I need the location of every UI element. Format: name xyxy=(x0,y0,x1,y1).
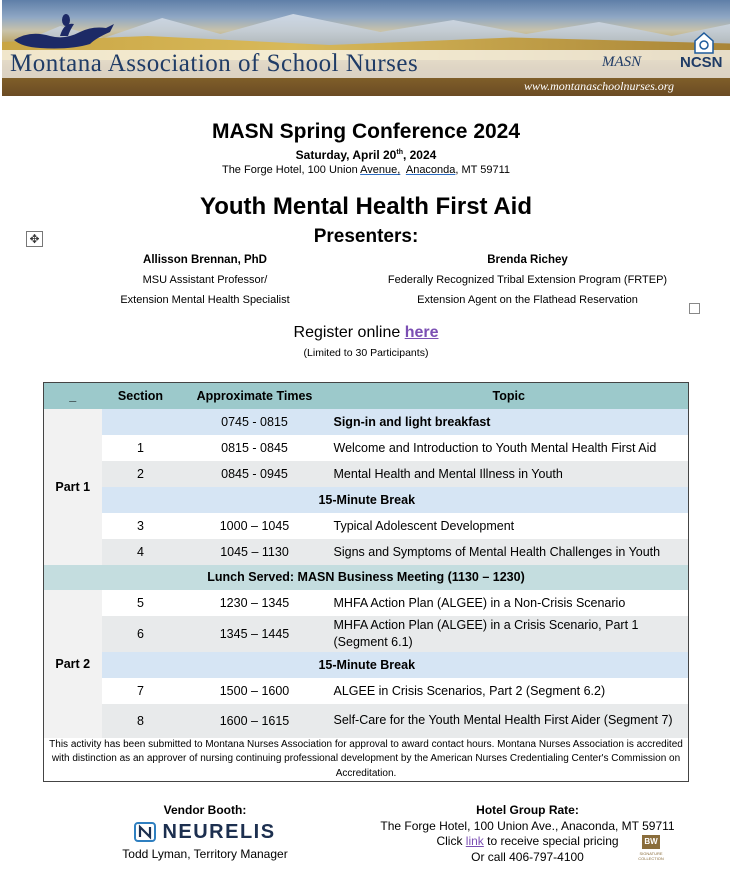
time-cell: 0745 - 0815 xyxy=(180,409,330,435)
bw-mark: BW xyxy=(642,835,660,849)
topic-cell: Mental Health and Mental Illness in Youth xyxy=(330,461,689,487)
hotel-heading: Hotel Group Rate: xyxy=(476,803,579,817)
topic-cell: MHFA Action Plan (ALGEE) in a Crisis Scenario, Part 1 (Segment 6.1) xyxy=(330,616,689,652)
hotel-address: The Forge Hotel, 100 Union Ave., Anaconda, MT 59711 xyxy=(380,818,675,833)
topic-cell: ALGEE in Crisis Scenarios, Part 2 (Segment 6.2) xyxy=(330,678,689,704)
presenter-name: Brenda Richey xyxy=(487,254,568,266)
section-cell: 2 xyxy=(102,461,180,487)
hotel-phone: Or call 406-797-4100 xyxy=(471,849,584,864)
conference-venue: The Forge Hotel, 100 Union Avenue, Anaconda, MT 59711 xyxy=(221,164,511,176)
conference-date: Saturday, April 20th, 2024 xyxy=(295,148,437,162)
time-cell: 0815 - 0845 xyxy=(180,435,330,461)
table-resize-handle[interactable] xyxy=(689,303,700,314)
course-title: Youth Mental Health First Aid xyxy=(199,193,532,220)
table-row xyxy=(44,409,689,435)
presenter-title: Federally Recognized Tribal Extension Program (FRTEP) xyxy=(387,274,668,286)
lunch-cell: Lunch Served: MASN Business Meeting (1130 – 1230) xyxy=(44,565,689,590)
section-cell: 3 xyxy=(102,513,180,539)
vendor-booth xyxy=(100,803,310,861)
part-label: Part 2 xyxy=(44,590,102,738)
masn-logo: MASN xyxy=(602,54,642,70)
section-cell: 8 xyxy=(102,704,180,738)
section-cell: 6 xyxy=(102,616,180,652)
header-cell: _ xyxy=(44,383,102,409)
section-cell: 4 xyxy=(102,539,180,565)
time-cell: 1600 – 1615 xyxy=(180,704,330,738)
register-line: Register online here xyxy=(293,324,439,341)
header-cell: Approximate Times xyxy=(180,383,330,409)
vendor-heading: Vendor Booth: xyxy=(163,803,247,817)
header-banner xyxy=(2,0,730,96)
table-move-handle-icon[interactable]: ✥ xyxy=(26,231,43,247)
neurelis-mark-icon xyxy=(134,822,156,842)
ncsn-logo: NCSN xyxy=(680,54,723,71)
time-cell: 1500 – 1600 xyxy=(180,678,330,704)
presenter-name: Allisson Brennan, PhD xyxy=(143,254,267,266)
table-row xyxy=(44,678,689,704)
hotel-click-line: Click link to receive special pricing xyxy=(436,834,619,848)
hotel-pricing-link[interactable]: link xyxy=(465,834,484,848)
topic-cell: Self-Care for the Youth Mental Health First Aider (Segment 7) xyxy=(330,704,689,738)
neurelis-logo xyxy=(100,821,310,843)
break-cell: 15-Minute Break xyxy=(102,487,689,513)
topic-cell: Welcome and Introduction to Youth Mental Health First Aid xyxy=(330,435,689,461)
break-row xyxy=(44,487,689,513)
presenter-title: MSU Assistant Professor/ xyxy=(142,274,268,286)
participant-limit: (Limited to 30 Participants) xyxy=(303,347,429,359)
section-cell: 5 xyxy=(102,590,180,616)
register-link[interactable]: here xyxy=(404,324,439,341)
table-row xyxy=(44,616,689,652)
accreditation-note: This activity has been submitted to Montana Nurses Association for approval to award contact hours. Montana Nurses Association is accredited with distinction as an approver of nursing continuing professional development by the American Nurses Credentialing Center's Commission on Accreditation. xyxy=(44,738,689,782)
part-label: Part 1 xyxy=(44,409,102,565)
presenter-card xyxy=(370,250,685,310)
presenters-heading: Presenters: xyxy=(313,226,419,247)
break-row xyxy=(44,652,689,678)
presenter-role: Extension Agent on the Flathead Reservation xyxy=(417,294,638,306)
topic-cell: MHFA Action Plan (ALGEE) in a Non-Crisis Scenario xyxy=(330,590,689,616)
time-cell: 1000 – 1045 xyxy=(180,513,330,539)
time-cell: 1345 – 1445 xyxy=(180,616,330,652)
topic-cell: Typical Adolescent Development xyxy=(330,513,689,539)
accreditation-row xyxy=(44,738,689,782)
organization-title: Montana Association of School Nurses xyxy=(10,50,419,77)
section-cell: 1 xyxy=(102,435,180,461)
schedule-table xyxy=(43,382,689,782)
header-cell: Topic xyxy=(330,383,689,409)
bw-subtitle: SIGNATURE COLLECTION xyxy=(638,851,664,861)
table-row xyxy=(44,435,689,461)
table-row xyxy=(44,461,689,487)
topic-cell: Signs and Symptoms of Mental Health Challenges in Youth xyxy=(330,539,689,565)
neurelis-wordmark: NEURELIS xyxy=(162,820,276,843)
time-cell: 0845 - 0945 xyxy=(180,461,330,487)
table-row xyxy=(44,539,689,565)
ncsn-house-icon xyxy=(694,32,714,54)
vendor-manager: Todd Lyman, Territory Manager xyxy=(122,847,288,861)
table-header-row xyxy=(44,383,689,409)
conference-title: MASN Spring Conference 2024 xyxy=(211,120,521,143)
lunch-row xyxy=(44,565,689,590)
oil-lamp-icon xyxy=(10,10,120,52)
time-cell: 1045 – 1130 xyxy=(180,539,330,565)
website-url[interactable]: www.montanaschoolnurses.org xyxy=(524,79,675,93)
table-row xyxy=(44,513,689,539)
break-cell: 15-Minute Break xyxy=(102,652,689,678)
section-cell xyxy=(102,409,180,435)
presenter-role: Extension Mental Health Specialist xyxy=(120,294,290,306)
time-cell: 1230 – 1345 xyxy=(180,590,330,616)
presenter-card xyxy=(90,250,320,310)
section-cell: 7 xyxy=(102,678,180,704)
best-western-logo xyxy=(638,835,664,869)
topic-cell: Sign-in and light breakfast xyxy=(330,409,689,435)
header-cell: Section xyxy=(102,383,180,409)
table-row xyxy=(44,590,689,616)
table-row xyxy=(44,704,689,738)
